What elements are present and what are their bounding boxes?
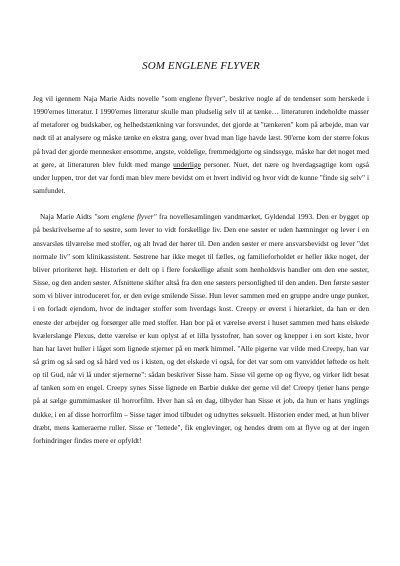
paragraph-analysis-text-2: fra novellesamlingen vandmærket, Gyldendal 1993. Den er bygget op på beskrivelserne af to søstre, som lever to vidt forskellige liv. Den ene søster er uden hæmninger og lever i en ansvarsløs tilværelse med stoffer, og alt hvad der hører til. Den anden søster er mere ansvarsbevidst og lever "det normale liv" som klinikassistent. Søstrene har ikke meget til fælles, og familieforholdet er heller ikke noget, der bliver prioriteret højt. Historien er delt op i flere forskellige afsnit som henholdsvis handler om den ene søster, Sisse, og den anden søster. Afsnittene skifter altså fra den ene søsters personlighed til den anden. Den første søster som vi bliver introduceret for, er den evige smilende Sisse. Hun lever sammen med en gruppe andre unge punker, i en forladt ejendom, hvor de indtager stoffer som hverdags kost. Creepy er øverst i hierarkiet, da han er den eneste der arbejder og forsørger alle med stoffer. Han bor på et værelse øverst i huset sammen med hans elskede kvælerslange Plexus, dette værelse er kun oplyst af et lilla lysstofrør, han sover og knepper i en sort kiste, hvor han har lavet huller i låget som lignede stjerner på en mørk himmel. "Alle pigerne var vilde med Creepy, han var så grim og så sød og så hård ved os i kisten, og det elskede vi også, for det var som om vanviddet løftede os helt op til Gud, når vi lå under stjernerne": sådan beskriver Sisse ham. Sisse vil gerne op og flyve, og virker lidt besat af tanken som en engel. Creepy synes Sisse lignede en Barbie dukke der gerne vil dø! Creepy tjener hans penge på at sælge gummimasker til horrorfilm. Hver han så en dag, tilbyder han Sisse et job, da hun er hans ynglings dukke, i en af disse horrorfilm – Sisse tager imod tilbudet og udnyttes seksuelt. Historien ender med, at hun bliver dræbt, mens kameraerne ruller. Sisse er "lettede", fik englevinger, og hendes drøm om at flyve og at der ingen forhindringer findes mere er opfyldt!	[33, 212, 369, 445]
paragraph-intro-text-2: personer. Nuet, det nære og hverdagsagtige kom også under luppen, tror det var fordi man blev mere bevidst om et hvert individ og hvor vidt de kunne "finde sig selv" i samfundet.	[33, 159, 369, 196]
paragraph-intro-text-1: Jeg vil igennem Naja Marie Aidts novelle "som englene flyver", beskrive nogle af de tendenser som herskede i 1990'ernes litteratur. I 1990'ernes litteratur skulle man pludselig selv til at tænke… litteraturen indeholdte masser af metaforer og budskaber, og helhedstænkning var forsvundet, det gjorde at "tænkeren" kom på arbejde, man var nødt til at analysere og måske tænke en ekstra gang, over hvad man lige havde læst. 90'erne kom der større fokus på hvad der gjorde mennesker ensomme, angste, voldelige, fremmedgjorte og sindssyge, måske har det noget med at gøre, at litteraturen blev fuldt med mange	[33, 94, 369, 169]
paragraph-analysis-text-1: Naja Marie Aidts	[40, 212, 95, 222]
paragraph-analysis	[33, 210, 369, 447]
underlined-word: underlige	[173, 159, 201, 169]
paragraph-intro	[33, 92, 369, 197]
italic-story-title: "som englene flyver"	[94, 212, 157, 222]
document-title: SOM ENGLENE FLYVER	[142, 60, 260, 72]
